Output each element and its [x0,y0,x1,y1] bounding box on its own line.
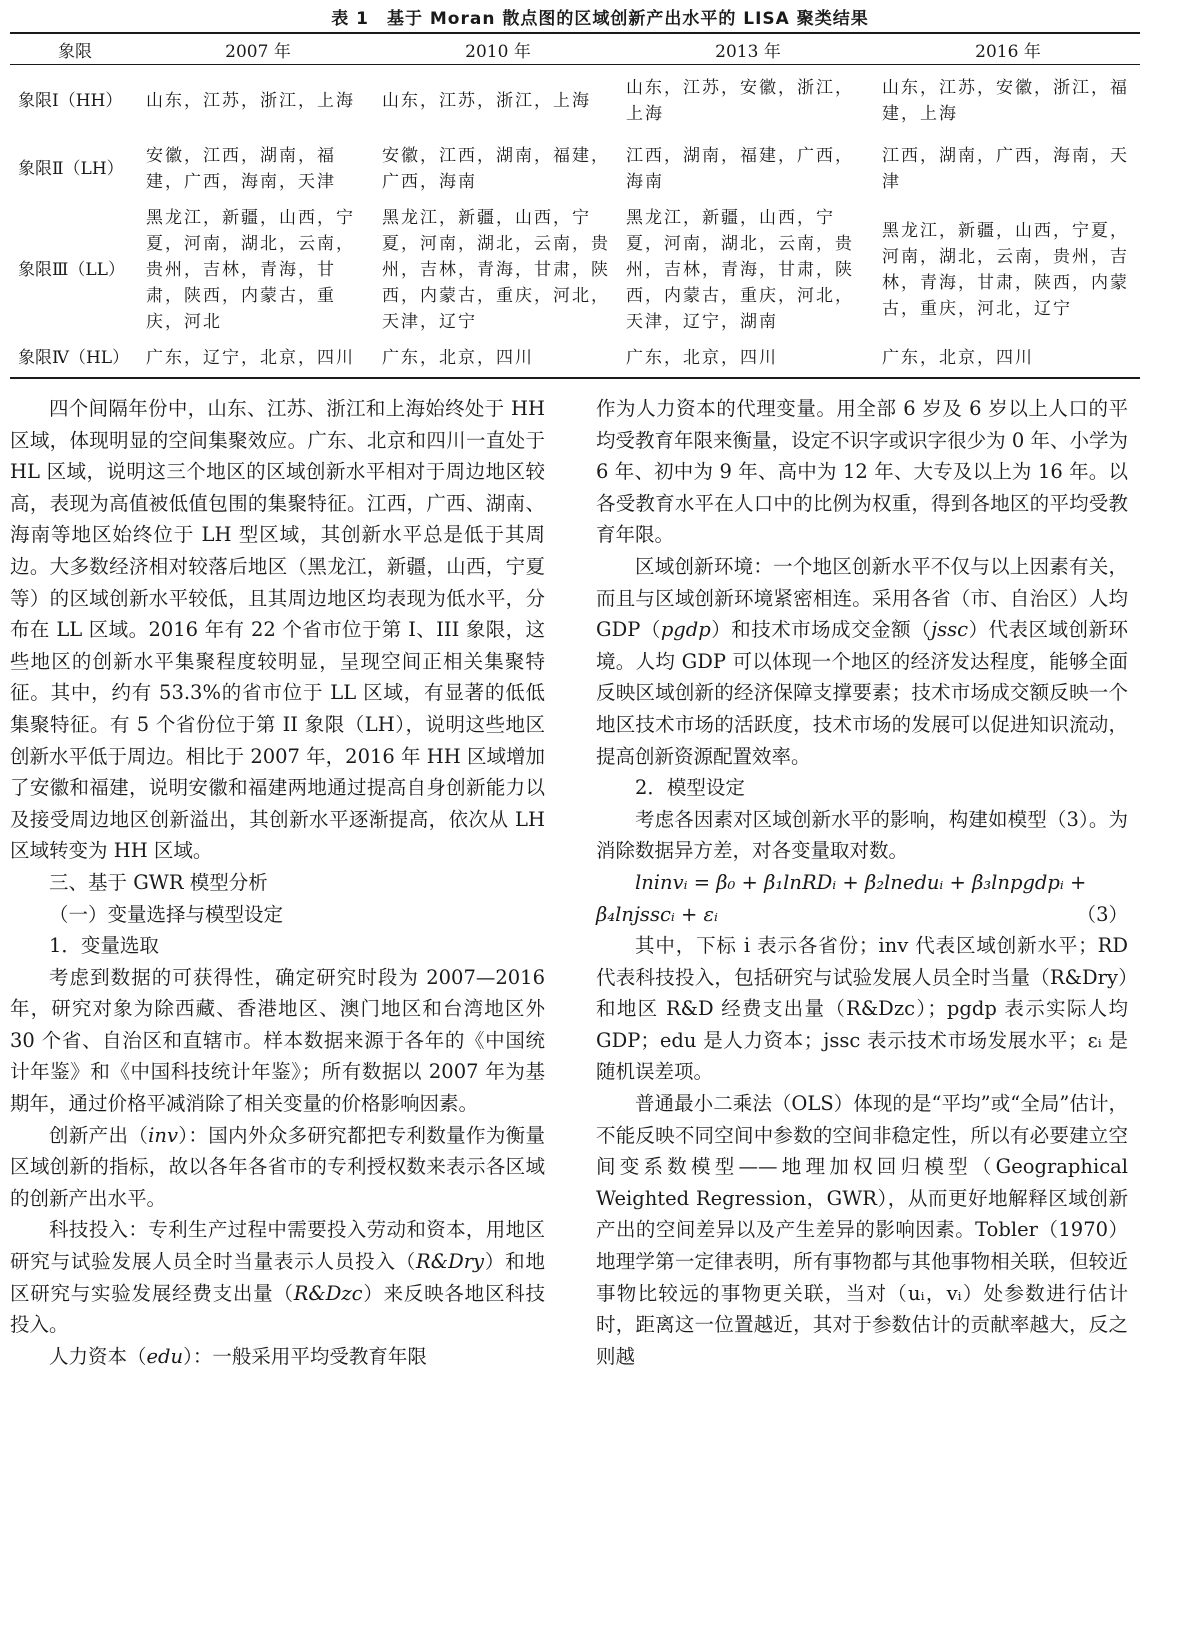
subsection-heading: （一）变量选择与模型设定 [49,902,284,926]
table-cell: 黑龙江，新疆，山西，宁夏，河南，湖北，云南，贵州，吉林，青海，甘肃，陕西，内蒙古，重庆，河北，天津，辽宁，湖南 [626,207,854,332]
right-column [596,393,1128,1372]
section-heading: 三、基于 GWR 模型分析 [49,870,268,894]
table-cell: 山东，江苏，浙江，上海 [146,91,355,112]
paragraph-education-years: 作为人力资本的代理变量。用全部 6 岁及 6 岁以上人口的平均受教育年限来衡量，设定不识字或识字很少为 0 年、小学为 6 年、初中为 9 年、高中为 12 年、大专及以上为 16 年。以各受教育水平在人口中的比例为权重，得到各地区的平均受教育年限。 [596,397,1128,547]
table-cell: 黑龙江，新疆，山西，宁夏，河南，湖北，云南，贵州，吉林，青海，甘肃，陕西，内蒙古，重庆，河北，天津，辽宁 [382,207,610,332]
quadrant-cell: 象限Ⅳ（HL） [10,340,140,378]
subsubsection-heading: 1．变量选取 [49,934,159,958]
header-2010: 2010 年 [376,33,620,65]
paragraph-variable-definitions: 其中，下标 i 表示各省份；inv 代表区域创新水平；RD 代表科技投入，包括研究与试验发展人员全时当量（R&Dry）和地区 R&D 经费支出量（R&Dzc）；pgdp 表示实际人均 GDP；edu 是人力资本；jssc 表示技术市场发展水平；εᵢ 是随机误差项。 [596,934,1128,1084]
paragraph-data-source: 考虑到数据的可获得性，确定研究时段为 2007—2016 年，研究对象为除西藏、香港地区、澳门地区和台湾地区外 30 个省、自治区和直辖市。样本数据来源于各年的《中国统计年鉴》和《中国科技统计年鉴》；所有数据以 2007 年为基期年，通过价格平减消除了相关变量的价格影响因素。 [10,965,545,1116]
left-column [10,393,545,1372]
table-cell: 广东，北京，四川 [376,340,620,378]
header-2016: 2016 年 [876,33,1140,65]
table-cell: 广东，辽宁，北京，四川 [140,340,376,378]
header-2007: 2007 年 [140,33,376,65]
equation-number: （3） [1076,902,1128,926]
table-row [10,340,1140,378]
table-row [10,200,1140,340]
quadrant-cell: 象限Ⅰ（HH） [18,91,123,112]
table-cell: 安徽，江西，湖南，福建，广西，海南 [382,145,610,192]
header-quadrant: 象限 [10,33,140,65]
paragraph-innovation-environment: 区域创新环境：一个地区创新水平不仅与以上因素有关，而且与区域创新环境紧密相连。采用各省（市、自治区）人均 GDP（pgdp）和技术市场成交金额（jssc）代表区域创新环境。人均 GDP 可以体现一个地区的经济发达程度，能够全面反映区域创新的经济保障支撑要素；技术市场成交额反映一个地区技术市场的活跃度，技术市场的发展可以促进知识流动，提高创新资源配置效率。 [596,554,1128,768]
paragraph-model-intro: 考虑各因素对区域创新水平的影响，构建如模型（3）。为消除数据异方差，对各变量取对数。 [596,807,1128,863]
table-caption: 表 1 基于 Moran 散点图的区域创新产出水平的 LISA 聚类结果 [331,9,869,29]
paragraph-tech-input: 科技投入：专利生产过程中需要投入劳动和资本，用地区研究与试验发展人员全时当量表示人员投入（R&Dry）和地区研究与实验发展经费支出量（R&Dzc）来反映各地区科技投入。 [10,1218,545,1337]
table-row [10,138,1140,200]
lisa-table [10,32,1140,379]
table-cell: 广东，北京，四川 [876,340,1140,378]
paragraph-lisa-analysis: 四个间隔年份中，山东、江苏、浙江和上海始终处于 HH 区域，体现明显的空间集聚效应。广东、北京和四川一直处于 HL 区域，说明这三个地区的区域创新水平相对于周边地区较高，表现为高值被低值包围的集聚特征。江西，广西、湖南、海南等地区始终位于 LH 型区域，其创新水平总是低于其周边。大多数经济相对较落后地区（黑龙江，新疆，山西，宁夏等）的区域创新水平较低，且其周边地区均表现为低水平，分布在 LL 区域。2016 年有 22 个省市位于第 I、III 象限，这些地区的创新水平集聚程度较明显，呈现空间正相关集聚特征。其中，约有 53.3%的省市位于 LL 区域，有显著的低低集聚特征。有 5 个省份位于第 II 象限（LH），说明这些地区创新水平低于周边。相比于 2007 年，2016 年 HH 区域增加了安徽和福建，说明安徽和福建两地通过提高自身创新能力以及接受周边地区创新溢出，其创新水平逐渐提高，依次从 LH 区域转变为 HH 区域。 [10,397,545,863]
table-cell: 山东，江苏，安徽，浙江，福建，上海 [882,78,1129,125]
table-cell: 黑龙江，新疆，山西，宁夏，河南，湖北，云南，贵州，吉林，青海，甘肃，陕西，内蒙古，重庆，河北 [146,207,355,332]
equation-line-1: lninvᵢ = β₀ + β₁lnRDᵢ + β₂lneduᵢ + β₃lnpgdpᵢ + [635,870,1087,894]
table-cell: 安徽，江西，湖南，福建，广西，海南，天津 [146,145,336,192]
table-cell: 江西，湖南，广西，海南，天津 [882,145,1129,192]
quadrant-cell: 象限Ⅲ（LL） [18,259,125,280]
table-row [10,65,1140,138]
equation-line-2: β₄lnjsscᵢ + εᵢ （3） [596,899,1128,931]
table-cell: 江西，湖南，福建，广西，海南 [626,145,854,192]
table-cell: 广东，北京，四川 [620,340,876,378]
table-cell: 山东，江苏，安徽，浙江，上海 [626,78,854,125]
paragraph-innovation-output: 创新产出（inv）：国内外众多研究都把专利数量作为衡量区域创新的指标，故以各年各省市的专利授权数来表示各区域的创新产出水平。 [10,1123,545,1210]
table-cell: 山东，江苏，浙江，上海 [382,91,591,112]
quadrant-cell: 象限Ⅱ（LH） [18,158,124,179]
subsubsection-heading-model: 2．模型设定 [635,776,745,800]
paragraph-gwr-intro: 普通最小二乘法（OLS）体现的是“平均”或“全局”估计，不能反映不同空间中参数的空间非稳定性，所以有必要建立空间变系数模型——地理加权回归模型（Geographical Weighted Regression，GWR），从而更好地解释区域创新产出的空间差异以及产生差异的影响因素。Tobler（1970）地理学第一定律表明，所有事物都与其他事物相关联，但较近事物比较远的事物更关联，当对（uᵢ，vᵢ）处参数进行估计时，距离这一位置越近，其对于参数估计的贡献率越大，反之则越 [596,1092,1128,1368]
header-2013: 2013 年 [620,33,876,65]
table-cell: 黑龙江，新疆，山西，宁夏，河南，湖北，云南，贵州，吉林，青海，甘肃，陕西，内蒙古，重庆，河北，辽宁 [882,220,1129,319]
paragraph-human-capital: 人力资本（edu）：一般采用平均受教育年限 [49,1344,427,1368]
table-header-row [10,33,1140,65]
